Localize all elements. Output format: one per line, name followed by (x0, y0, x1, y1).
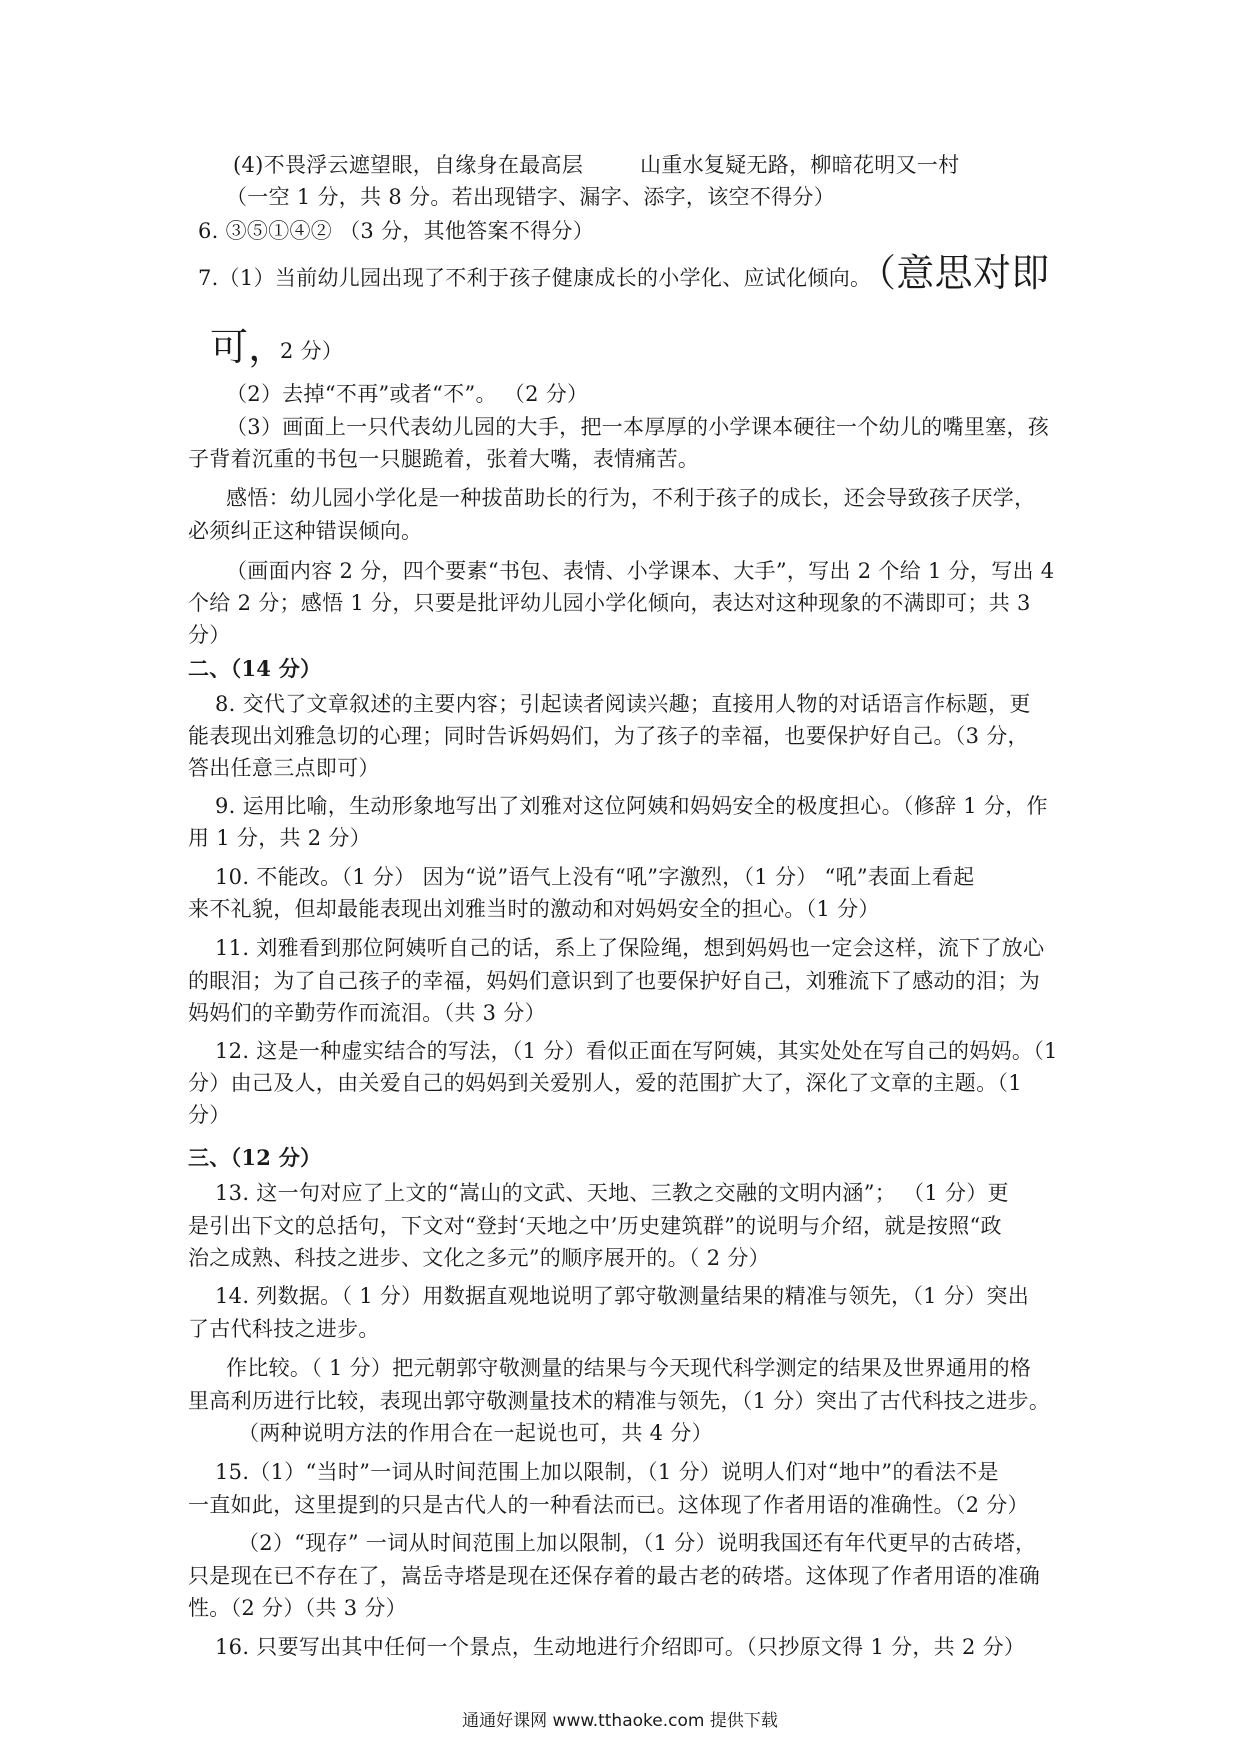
answer-line: 只是现在已不存在了，嵩岳寺塔是现在还保存着的最古老的砖塔。这体现了作者用语的准确 (188, 1564, 1040, 1588)
answer-line: 作比较。（ 1 分）把元朝郭守敬测量的结果与今天现代科学测定的结果及世界通用的格 (226, 1356, 1032, 1380)
answer-line: 分）由己及人，由关爱自己的妈妈到关爱别人，爱的范围扩大了，深化了文章的主题。（1 (188, 1071, 1022, 1095)
answer-line: 12. 这是一种虚实结合的写法，（1 分）看似正面在写阿姨，其实处处在写自己的妈妈。（1 (215, 1039, 1058, 1063)
answer-line: 16. 只要写出其中任何一个景点，生动地进行介绍即可。（只抄原文得 1 分，共 2 分） (215, 1635, 1026, 1659)
answer-line: 2 分） (280, 339, 344, 363)
answer-line: 感悟：幼儿园小学化是一种拔苗助长的行为，不利于孩子的成长，还会导致孩子厌学， (226, 486, 1036, 510)
scoring-note: 分） (188, 623, 231, 647)
answer-line: 14. 列数据。（ 1 分）用数据直观地说明了郭守敬测量结果的精准与领先，（1 分）突出 (215, 1284, 1030, 1308)
answer-line-large: （意思对即 (858, 251, 1050, 295)
answer-line: 9. 运用比喻，生动形象地写出了刘雅对这位阿姨和妈妈安全的极度担心。（修辞 1 分，作 (215, 794, 1048, 818)
footer-watermark: 通通好课网 www.tthaoke.com 提供下载 (462, 1711, 778, 1731)
answer-line: 能表现出刘雅急切的心理；同时告诉妈妈们，为了孩子的幸福，也要保护好自己。（3 分， (188, 724, 1029, 748)
answer-line: （3）画面上一只代表幼儿园的大手，把一本厚厚的小学课本硬往一个幼儿的嘴里塞，孩 (226, 415, 1050, 439)
answer-line: 6. ③⑤①④② （3 分，其他答案不得分） (198, 219, 595, 243)
answer-line: 来不礼貌，但却最能表现出刘雅当时的激动和对妈妈安全的担心。（1 分） (188, 897, 880, 921)
answer-line: （2）“现存” 一词从时间范围上加以限制，（1 分）说明我国还有年代更早的古砖塔， (238, 1531, 1037, 1555)
answer-line: 妈妈们的辛勤劳作而流泪。（共 3 分） (188, 1001, 546, 1025)
answer-line: 了古代科技之进步。 (188, 1317, 380, 1341)
answer-line: 答出任意三点即可） (188, 756, 380, 780)
answer-line: 15.（1）“当时”一词从时间范围上加以限制，（1 分）说明人们对“地中”的看法不是 (215, 1460, 999, 1484)
answer-line: 山重水复疑无路，柳暗花明又一村 (640, 153, 960, 177)
answer-line: 用 1 分，共 2 分） (188, 826, 372, 850)
answer-line: 8. 交代了文章叙述的主要内容；引起读者阅读兴趣；直接用人物的对话语言作标题，更 (215, 692, 1031, 716)
answer-line: 7.（1）当前幼儿园出现了不利于孩子健康成长的小学化、应试化倾向。 (198, 266, 872, 290)
section-heading: 三、（12 分） (188, 1145, 322, 1170)
answer-line: 里高利历进行比较，表现出郭守敬测量技术的精准与领先，（1 分）突出了古代科技之进步。 (188, 1389, 1051, 1413)
answer-line: 是引出下文的总括句，下文对“登封‘天地之中’历史建筑群”的说明与介绍，就是按照“政 (188, 1214, 1002, 1238)
answer-line: (4)不畏浮云遮望眼，自缘身在最高层 (233, 153, 584, 177)
answer-line: 性。（2 分）（共 3 分） (188, 1596, 407, 1620)
answer-line: 10. 不能改。（1 分） 因为“说”语气上没有“吼”字激烈，（1 分） “吼”表面上看起 (215, 865, 975, 889)
answer-line: 的眼泪；为了自己孩子的幸福，妈妈们意识到了也要保护好自己，刘雅流下了感动的泪；为 (188, 969, 1040, 993)
section-heading: 二、（14 分） (188, 656, 322, 681)
answer-line: 必须纠正这种错误倾向。 (188, 519, 423, 543)
scoring-note: （两种说明方法的作用合在一起说也可，共 4 分） (238, 1421, 713, 1445)
answer-line: 分） (188, 1103, 231, 1127)
answer-line: 子背着沉重的书包一只腿跪着，张着大嘴，表情痛苦。 (188, 447, 700, 471)
answer-line-large: 可， (210, 325, 287, 369)
scoring-note: （画面内容 2 分，四个要素“书包、表情、小学课本、大手”，写出 2 个给 1 分，写出 4 (226, 559, 1055, 583)
answer-line: （2）去掉“不再”或者“不”。 （2 分） (226, 382, 589, 406)
scoring-note: （一空 1 分，共 8 分。若出现错字、漏字、添字，该空不得分） (226, 185, 836, 209)
answer-line: 治之成熟、科技之进步、文化之多元”的顺序展开的。（ 2 分） (188, 1246, 770, 1270)
answer-line: 一直如此，这里提到的只是古代人的一种看法而已。这体现了作者用语的准确性。（2 分） (188, 1493, 1029, 1517)
answer-line: 11. 刘雅看到那位阿姨听自己的话，系上了保险绳，想到妈妈也一定会这样，流下了放心 (215, 936, 1045, 960)
answer-line: 13. 这一句对应了上文的“嵩山的文武、天地、三教之交融的文明内涵”； （1 分）更 (215, 1181, 1009, 1205)
scoring-note: 个给 2 分；感悟 1 分，只要是批评幼儿园小学化倾向，表达对这种现象的不满即可；共 3 (188, 591, 1031, 615)
